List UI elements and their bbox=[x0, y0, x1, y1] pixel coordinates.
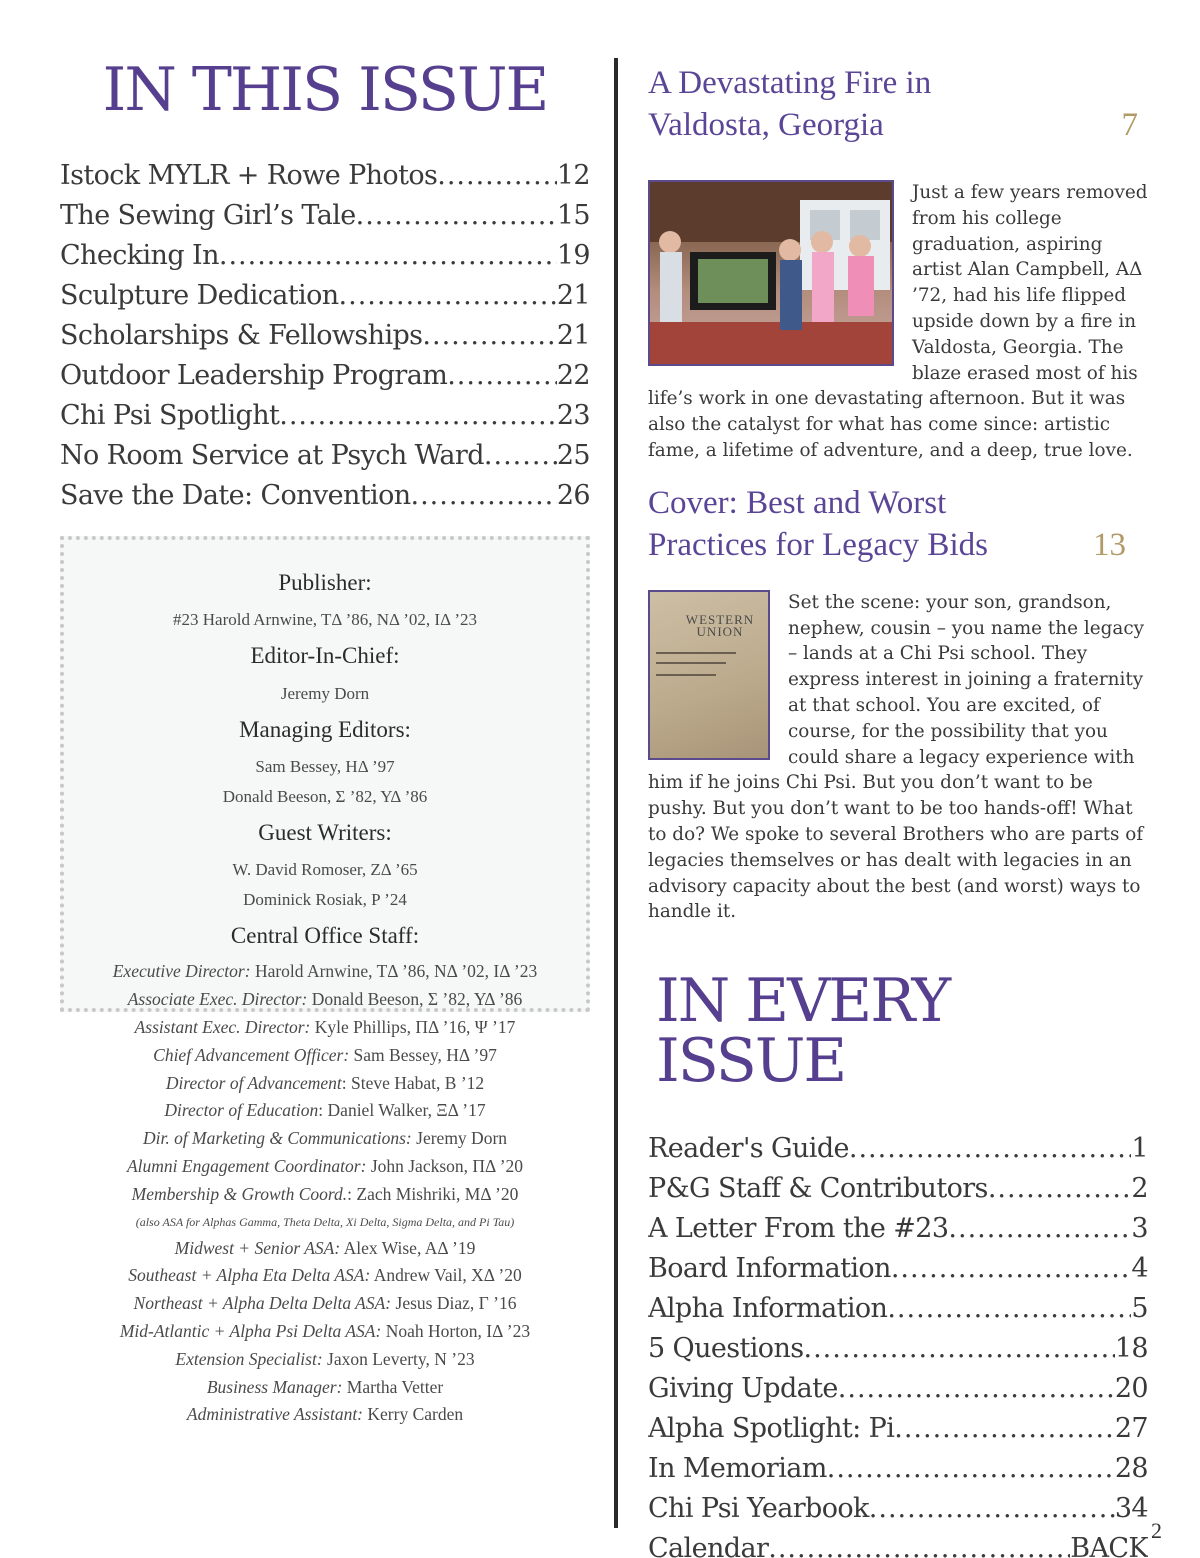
staff-name: Sam Bessey, HΔ ’97 bbox=[349, 1044, 497, 1065]
staff-role: Dir. of Marketing & Communications: bbox=[142, 1128, 412, 1149]
toc-item-label: Istock MYLR + Rowe Photos bbox=[60, 160, 438, 191]
staff-role: Associate Exec. Director: bbox=[127, 989, 308, 1010]
article-title[interactable] bbox=[648, 62, 1148, 146]
staff-name: John Jackson, ΠΔ ’20 bbox=[366, 1156, 524, 1177]
toc-leader-dots bbox=[484, 436, 557, 476]
toc-leader-dots bbox=[219, 236, 557, 276]
toc-item-page: 34 bbox=[1114, 1493, 1148, 1525]
right-column bbox=[648, 62, 1148, 1558]
toc-item[interactable] bbox=[60, 396, 590, 436]
article-title-line: Practices for Legacy Bids bbox=[648, 526, 988, 563]
article-text: Set the scene: your son, grandson, nephew, cousin – you name the legacy – lands at a Chi Psi school. They express interest in joining a fraternity at that school. You are excited, of course, for the possibility that you could share a legacy experience with him if he joins Chi Psi. But you don’t want to be pushy. But you don’t want to be too hands-off! What to do? We spoke to several Brothers who are parts of legacies themselves or has dealt with legacies in an advisory capacity about the best (and worst) ways to handle it. bbox=[648, 591, 1145, 923]
staff-name: Jesus Diaz, Γ ’16 bbox=[391, 1293, 517, 1314]
toc-item[interactable] bbox=[648, 1329, 1148, 1369]
toc-item[interactable] bbox=[60, 156, 590, 196]
staff-name: Jeremy Dorn bbox=[411, 1128, 508, 1149]
toc-item-label: Alpha Information bbox=[648, 1293, 888, 1325]
central-office-heading: Central Office Staff: bbox=[230, 923, 420, 949]
group-photo-illustration bbox=[650, 182, 894, 366]
toc-item-page: 26 bbox=[556, 480, 590, 511]
telegram-image bbox=[648, 590, 770, 760]
toc-item-page: 22 bbox=[556, 360, 590, 391]
toc-item-page: 15 bbox=[556, 200, 590, 231]
group-photo-image bbox=[648, 180, 894, 366]
staff-role: Northeast + Alpha Delta Delta ASA: bbox=[133, 1293, 392, 1314]
toc-item-label: P&G Staff & Contributors bbox=[648, 1173, 988, 1205]
article-page-number: 7 bbox=[1121, 107, 1138, 143]
toc-item-page: 1 bbox=[1131, 1133, 1148, 1165]
staff-role: Southeast + Alpha Eta Delta ASA: bbox=[128, 1265, 371, 1286]
managing-editor: Sam Bessey, HΔ ’97 bbox=[255, 756, 395, 776]
office-note: (also ASA for Alphas Gamma, Theta Delta, Xi Delta, Sigma Delta, and Pi Tau) bbox=[135, 1214, 515, 1229]
toc-leader-dots bbox=[887, 1289, 1131, 1329]
toc-item[interactable] bbox=[648, 1129, 1148, 1169]
toc-item-label: Reader's Guide bbox=[648, 1133, 849, 1165]
staff-role: Extension Specialist: bbox=[175, 1348, 323, 1369]
staff-member bbox=[74, 1125, 576, 1153]
toc-leader-dots bbox=[279, 396, 557, 436]
staff-member bbox=[74, 1346, 576, 1374]
toc-item[interactable] bbox=[648, 1289, 1148, 1329]
staff-role: Executive Director: bbox=[112, 961, 251, 982]
toc-leader-dots bbox=[447, 356, 557, 396]
toc-leader-dots bbox=[768, 1529, 1070, 1558]
article-page-number: 13 bbox=[1093, 526, 1126, 563]
toc-leader-dots bbox=[437, 156, 557, 196]
managing-editors-heading: Managing Editors: bbox=[239, 716, 411, 742]
toc-item[interactable] bbox=[648, 1249, 1148, 1289]
article-title-line: A Devastating Fire in bbox=[648, 65, 932, 101]
toc-item-page: 21 bbox=[556, 280, 590, 311]
toc-item-label: Outdoor Leadership Program bbox=[60, 360, 448, 391]
in-this-issue-title: IN THIS ISSUE bbox=[102, 55, 548, 125]
toc-leader-dots bbox=[339, 276, 557, 316]
staff-role: Chief Advancement Officer: bbox=[153, 1044, 350, 1065]
toc-item[interactable] bbox=[648, 1489, 1148, 1529]
staff-role: Midwest + Senior ASA: bbox=[174, 1237, 341, 1258]
toc-item-page: 23 bbox=[556, 400, 590, 431]
left-column bbox=[60, 55, 590, 1425]
toc-item-page: 27 bbox=[1114, 1413, 1148, 1445]
staff-role: Membership & Growth Coord. bbox=[131, 1183, 348, 1204]
toc-item[interactable] bbox=[648, 1529, 1148, 1558]
toc-leader-dots bbox=[827, 1449, 1115, 1489]
staff-member bbox=[74, 1401, 576, 1429]
in-this-issue-list bbox=[60, 156, 590, 516]
staff-name: Kerry Carden bbox=[363, 1404, 464, 1425]
staff-role: Business Manager: bbox=[206, 1376, 343, 1397]
toc-item-page: 5 bbox=[1131, 1293, 1148, 1325]
toc-item-label: Scholarships & Fellowships bbox=[60, 320, 423, 351]
toc-item[interactable] bbox=[648, 1449, 1148, 1489]
toc-item-label: Sculpture Dedication bbox=[60, 280, 339, 311]
staff-member bbox=[74, 986, 576, 1014]
toc-leader-dots bbox=[988, 1169, 1132, 1209]
staff-name: Noah Horton, IΔ ’23 bbox=[381, 1321, 531, 1342]
toc-item[interactable] bbox=[60, 476, 590, 516]
staff-name: Jaxon Leverty, N ’23 bbox=[322, 1348, 475, 1369]
article-text: Just a few years removed from his college graduation, aspiring artist Alan Campbell, AΔ ’72, had his life flipped upside down by a fire in Valdosta, Georgia. The blaze erased most of his life’s work in one devastating afternoon. But it was also the catalyst for what has come since: artistic fame, a lifetime of adventure, and a deep, true love. bbox=[648, 182, 1148, 461]
editor-name: Jeremy Dorn bbox=[280, 683, 370, 703]
toc-item[interactable] bbox=[60, 196, 590, 236]
toc-item-page: 3 bbox=[1131, 1213, 1148, 1245]
guest-writer: W. David Romoser, ZΔ ’65 bbox=[232, 860, 418, 880]
toc-leader-dots bbox=[869, 1489, 1115, 1529]
staff-role: Director of Education bbox=[164, 1100, 319, 1121]
toc-item[interactable] bbox=[60, 316, 590, 356]
staff-member bbox=[74, 1181, 576, 1209]
staff-member bbox=[74, 1042, 576, 1070]
article-fire bbox=[648, 62, 1148, 464]
staff-member bbox=[74, 958, 576, 986]
toc-leader-dots bbox=[411, 476, 557, 516]
toc-leader-dots bbox=[891, 1249, 1132, 1289]
staff-role: Mid-Atlantic + Alpha Psi Delta ASA: bbox=[119, 1321, 382, 1342]
toc-item-page: 2 bbox=[1131, 1173, 1148, 1205]
article-legacy bbox=[648, 482, 1148, 925]
editor-heading: Editor-In-Chief: bbox=[250, 643, 400, 669]
toc-item[interactable] bbox=[60, 236, 590, 276]
staff-name: : Steve Habat, B ’12 bbox=[341, 1072, 485, 1093]
article-title[interactable] bbox=[648, 482, 1148, 566]
toc-item-label: Board Information bbox=[648, 1253, 891, 1285]
toc-leader-dots bbox=[356, 196, 557, 236]
staff-role: Assistant Exec. Director: bbox=[134, 1017, 311, 1038]
staff-member bbox=[74, 1374, 576, 1402]
staff-member bbox=[74, 1070, 576, 1098]
article-body bbox=[648, 180, 1148, 464]
in-every-issue-list bbox=[648, 1129, 1148, 1558]
staff-name: Donald Beeson, Σ ’82, ΥΔ ’86 bbox=[307, 989, 523, 1010]
staff-name: Alex Wise, AΔ ’19 bbox=[340, 1237, 476, 1258]
article-title-line: Valdosta, Georgia bbox=[648, 107, 884, 143]
article-title-line: Cover: Best and Worst bbox=[648, 484, 947, 521]
toc-item-page: 28 bbox=[1114, 1453, 1148, 1485]
toc-item-page: 12 bbox=[556, 160, 590, 191]
toc-item-page: 21 bbox=[556, 320, 590, 351]
toc-leader-dots bbox=[422, 316, 556, 356]
toc-item-label: No Room Service at Psych Ward bbox=[60, 440, 484, 471]
toc-item-page: 19 bbox=[556, 240, 590, 271]
staff-role: Administrative Assistant: bbox=[186, 1404, 364, 1425]
toc-item[interactable] bbox=[648, 1369, 1148, 1409]
toc-item-label: Chi Psi Yearbook bbox=[648, 1493, 869, 1525]
central-office-list bbox=[74, 958, 576, 1208]
guest-writer: Dominick Rosiak, P ’24 bbox=[243, 890, 407, 910]
toc-item[interactable] bbox=[648, 1209, 1148, 1249]
toc-leader-dots bbox=[894, 1409, 1115, 1449]
toc-leader-dots bbox=[849, 1129, 1132, 1169]
toc-item-page: 4 bbox=[1131, 1253, 1148, 1285]
staff-name: Martha Vetter bbox=[342, 1376, 444, 1397]
toc-item-label: In Memoriam bbox=[648, 1453, 827, 1485]
staff-member bbox=[74, 1290, 576, 1318]
toc-item-label: Chi Psi Spotlight bbox=[60, 400, 280, 431]
toc-leader-dots bbox=[804, 1329, 1115, 1369]
article-body bbox=[648, 590, 1148, 925]
staff-member bbox=[74, 1262, 576, 1290]
staff-member bbox=[74, 1014, 576, 1042]
publisher-name: #23 Harold Arnwine, TΔ ’86, NΔ ’02, IΔ ’23 bbox=[173, 610, 477, 630]
staff-name: Kyle Phillips, ΠΔ ’16, Ψ ’17 bbox=[310, 1017, 516, 1038]
page-number: 2 bbox=[1151, 1518, 1162, 1543]
toc-item-label: Save the Date: Convention bbox=[60, 480, 411, 511]
managing-editor: Donald Beeson, Σ ’82, ΥΔ ’86 bbox=[222, 786, 428, 806]
column-divider bbox=[614, 58, 618, 1528]
toc-item-label: A Letter From the #23 bbox=[648, 1213, 949, 1245]
toc-item-label: 5 Questions bbox=[648, 1333, 804, 1365]
staff-member bbox=[74, 1097, 576, 1125]
toc-item[interactable] bbox=[648, 1169, 1148, 1209]
toc-item-page: 25 bbox=[556, 440, 590, 471]
toc-item[interactable] bbox=[648, 1409, 1148, 1449]
staff-role: Alumni Engagement Coordinator: bbox=[126, 1156, 367, 1177]
toc-item[interactable] bbox=[60, 436, 590, 476]
central-office-list-continued bbox=[74, 1235, 576, 1430]
staff-member bbox=[74, 1153, 576, 1181]
in-every-issue-title: IN EVERY ISSUE bbox=[656, 966, 950, 1097]
staff-name: Andrew Vail, XΔ ’20 bbox=[370, 1265, 522, 1286]
toc-item-label: Alpha Spotlight: Pi bbox=[648, 1413, 895, 1445]
staff-role: Director of Advancement bbox=[165, 1072, 342, 1093]
toc-leader-dots bbox=[948, 1209, 1131, 1249]
toc-item[interactable] bbox=[60, 276, 590, 316]
toc-item-label: Checking In bbox=[60, 240, 219, 271]
toc-item-label: Calendar bbox=[648, 1533, 769, 1558]
toc-item-label: Giving Update bbox=[648, 1373, 838, 1405]
telegram-logo-text: WESTERN UNION bbox=[685, 611, 755, 639]
staff-name: Harold Arnwine, TΔ ’86, NΔ ’02, IΔ ’23 bbox=[250, 961, 538, 982]
toc-item-label: The Sewing Girl’s Tale bbox=[60, 200, 356, 231]
guest-writers-heading: Guest Writers: bbox=[258, 819, 392, 845]
toc-item-page: 18 bbox=[1114, 1333, 1148, 1365]
staff-box bbox=[60, 536, 590, 1425]
toc-leader-dots bbox=[838, 1369, 1115, 1409]
toc-item-page: 20 bbox=[1114, 1373, 1148, 1405]
staff-member bbox=[74, 1235, 576, 1263]
staff-name: : Daniel Walker, ΞΔ ’17 bbox=[318, 1100, 486, 1121]
publisher-heading: Publisher: bbox=[278, 570, 372, 595]
staff-name: : Zach Mishriki, MΔ ’20 bbox=[347, 1183, 519, 1204]
toc-item-page: BACK bbox=[1070, 1533, 1148, 1558]
staff-member bbox=[74, 1318, 576, 1346]
toc-item[interactable] bbox=[60, 356, 590, 396]
